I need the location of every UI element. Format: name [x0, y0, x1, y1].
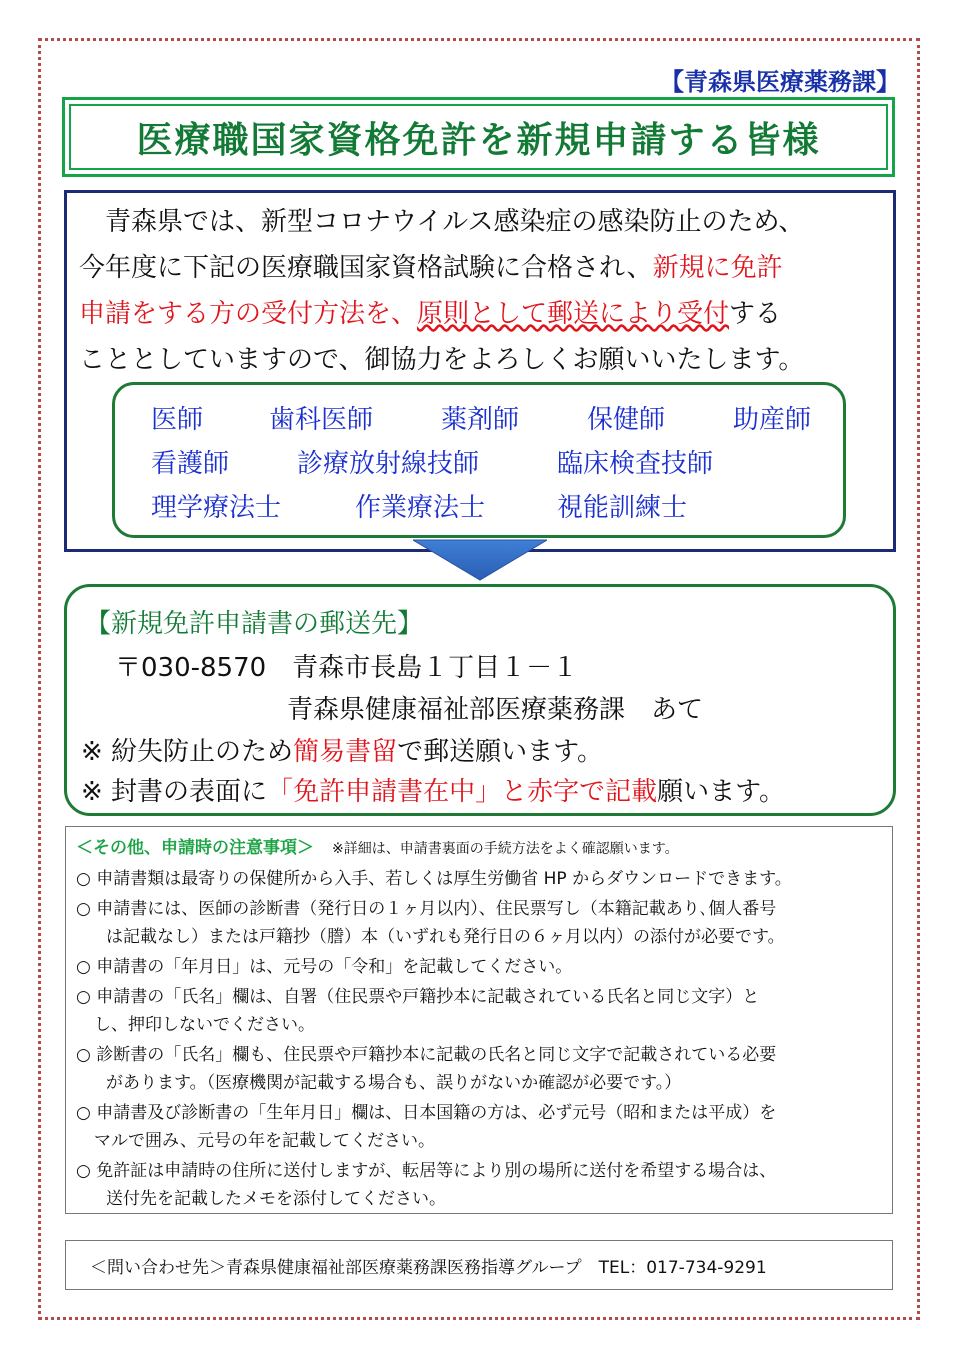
note-item [76, 983, 759, 1039]
note-line: し、押印しないでください。 [94, 1015, 315, 1035]
contact-info: ＜問い合わせ先＞青森県健康福祉部医療薬務課医務指導グループ TEL：017-734-9291 [90, 1257, 767, 1278]
mail-note-registered [81, 731, 603, 768]
intro-line-2 [79, 245, 879, 291]
note-line: マルで囲み、元号の年を記載してください。 [94, 1131, 436, 1151]
intro-line-2a: 今年度に下記の医療職国家資格試験に合格され、 [79, 253, 653, 283]
mail-note-1b: 簡易書留 [293, 737, 398, 767]
intro-line-4: こととしていますので、御協力をよろしくお願いいたします。 [79, 345, 805, 375]
note-line: は記載なし）または戸籍抄（謄）本（いずれも発行日の６ヶ月以内）の添付が必要です。 [106, 927, 785, 947]
intro-line-3b: 原則として郵送により受付 [417, 299, 730, 329]
intro-line-3 [79, 291, 879, 337]
note-item [76, 953, 572, 981]
mailing-address-box [64, 584, 896, 816]
down-arrow-icon [413, 538, 547, 582]
profession-item: 作業療法士 [355, 493, 486, 523]
profession-item: 診療放射線技師 [297, 449, 480, 479]
note-line: ○ 申請書及び診断書の「生年月日」欄は、日本国籍の方は、必ず元号（昭和または平成）を [76, 1103, 777, 1123]
notes-subheading: ※詳細は、申請書裏面の手続方法をよく確認願います。 [332, 841, 679, 857]
mail-note-1c: で郵送願います。 [397, 737, 603, 767]
intro-line-1: 青森県では、新型コロナウイルス感染症の感染防止のため、 [79, 207, 805, 237]
profession-item: 看護師 [151, 449, 230, 479]
profession-item: 医師 [151, 405, 204, 435]
intro-text [79, 199, 879, 383]
contact-box [65, 1240, 893, 1290]
note-item [76, 1041, 776, 1097]
department-label: 【青森県医療薬務課】 [660, 68, 900, 96]
note-line: ○ 申請書の「氏名」欄は、自署（住民票や戸籍抄本に記載されている氏名と同じ文字）と [76, 987, 760, 1007]
title-box [62, 97, 895, 177]
profession-item: 視能訓練士 [557, 493, 688, 523]
note-item [76, 865, 792, 893]
mail-note-2c: 願います。 [657, 777, 785, 807]
profession-item: 薬剤師 [441, 405, 520, 435]
profession-item: 理学療法士 [151, 493, 282, 523]
profession-item: 助産師 [733, 405, 812, 435]
mailing-heading: 【新規免許申請書の郵送先】 [85, 609, 424, 639]
note-item [76, 1157, 776, 1213]
notes-box [65, 826, 893, 1214]
postal-address: 〒030-8570 青森市長島１丁目１－１ [115, 653, 579, 683]
note-line: 送付先を記載したメモを添付してください。 [106, 1189, 446, 1209]
professions-box [112, 382, 846, 538]
profession-item: 歯科医師 [269, 405, 374, 435]
intro-line-2b: 新規に免許 [652, 253, 783, 283]
note-line: ○ 申請書の「年月日」は、元号の「令和」を記載してください。 [76, 957, 573, 977]
notes-heading-row [76, 833, 679, 858]
note-item [76, 1099, 776, 1155]
mail-note-2a: ※ 封書の表面に [81, 777, 268, 807]
intro-line-3a: 申請をする方の受付方法を、 [79, 299, 418, 329]
note-line: ○ 申請書には、医師の診断書（発行日の１ヶ月以内）、住民票写し（本籍記載あり､個人番号 [76, 899, 777, 919]
profession-item: 臨床検査技師 [557, 449, 714, 479]
profession-item: 保健師 [587, 405, 666, 435]
notes-heading: ＜その他、申請時の注意事項＞ [76, 838, 314, 858]
note-line: があります。（医療機関が記載する場合も、誤りがないか確認が必要です。） [106, 1073, 682, 1093]
mail-note-envelope [81, 771, 785, 808]
intro-line-3c: する [729, 299, 782, 329]
note-item [76, 895, 785, 951]
note-line: ○ 申請書類は最寄りの保健所から入手、若しくは厚生労働省 HP からダウンロードできます。 [76, 869, 792, 889]
mail-note-1a: ※ 紛失防止のため [81, 737, 294, 767]
recipient: 青森県健康福祉部医療薬務課 あて [287, 695, 704, 725]
page-title: 医療職国家資格免許を新規申請する皆様 [69, 104, 888, 170]
note-line: ○ 免許証は申請時の住所に送付しますが、転居等により別の場所に送付を希望する場合は、 [76, 1161, 777, 1181]
note-line: ○ 診断書の「氏名」欄も、住民票や戸籍抄本に記載の氏名と同じ文字で記載されている必要 [76, 1045, 777, 1065]
mail-note-2b: 「免許申請書在中」と赤字で記載 [267, 777, 658, 807]
